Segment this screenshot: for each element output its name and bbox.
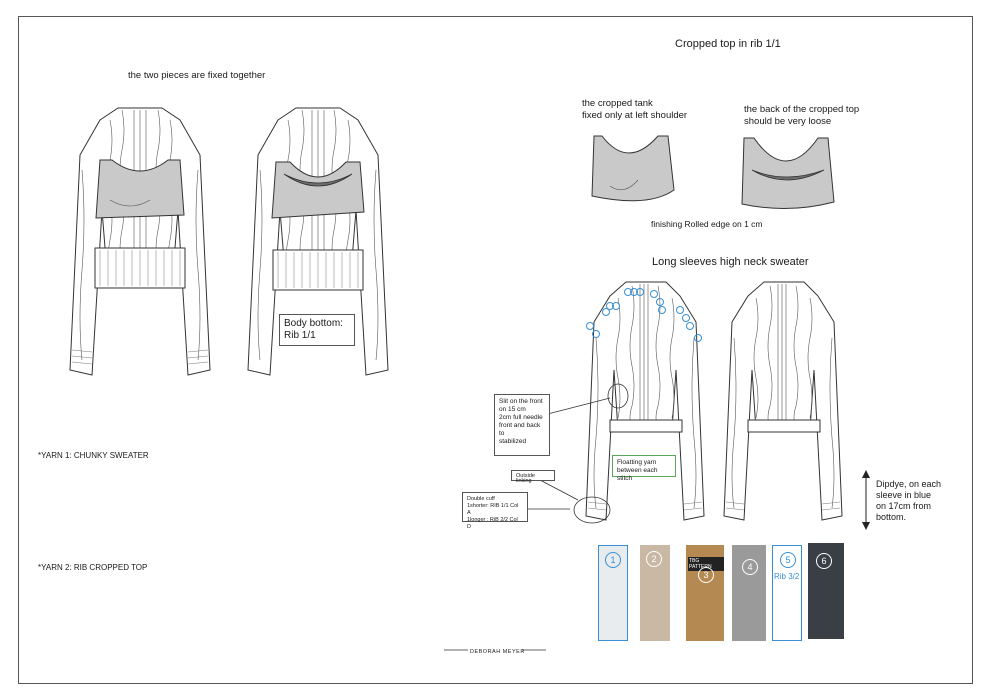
yarn-1-label: *YARN 1: CHUNKY SWEATER	[38, 451, 149, 460]
swatch-4-number: 4	[742, 559, 758, 575]
left-panel-title: the two pieces are fixed together	[128, 70, 266, 81]
swatch-3-tag: TBG PATTERN	[688, 557, 724, 571]
swatch-6	[808, 543, 844, 639]
swatch-1	[598, 545, 628, 641]
floating-yarn-note: Floatting yarn between each stitch	[612, 455, 676, 477]
swatch-3	[686, 545, 724, 641]
cropped-back-note: the back of the cropped top should be very loose	[744, 104, 860, 127]
outside-linking-note: Outside linking	[511, 470, 555, 481]
swatch-5-text: Rib 3/2	[774, 572, 800, 581]
yarn-2-label: *YARN 2: RIB CROPPED TOP	[38, 563, 148, 572]
dipdye-note: Dipdye, on each sleeve in blue on 17cm from bottom.	[876, 479, 942, 522]
cropped-front-note: the cropped tank fixed only at left shoulder	[582, 98, 688, 121]
swatch-5	[772, 545, 802, 641]
swatch-2	[640, 545, 670, 641]
swatch-6-number: 6	[816, 553, 832, 569]
double-cuff-note: Double cuff 1shorter: RIB 1/1 Col A 1longer : RiB 2/2 Col D	[462, 492, 528, 522]
slit-note: Slit on the front on 15 cm 2cm full needle front and back to stabilized	[494, 394, 550, 456]
designer-signature: DEBORAH MEYER	[470, 649, 525, 655]
body-bottom-label: Body bottom: Rib 1/1	[279, 314, 355, 346]
swatch-5-number: 5	[780, 552, 796, 568]
finishing-note: finishing Rolled edge on 1 cm	[651, 219, 763, 229]
sweater-title: Long sleeves high neck sweater	[652, 256, 809, 268]
swatch-2-number: 2	[646, 551, 662, 567]
swatch-1-number: 1	[605, 552, 621, 568]
swatch-3-number: 3	[698, 567, 714, 583]
cropped-top-title: Cropped top in rib 1/1	[675, 38, 781, 50]
swatch-4	[732, 545, 766, 641]
